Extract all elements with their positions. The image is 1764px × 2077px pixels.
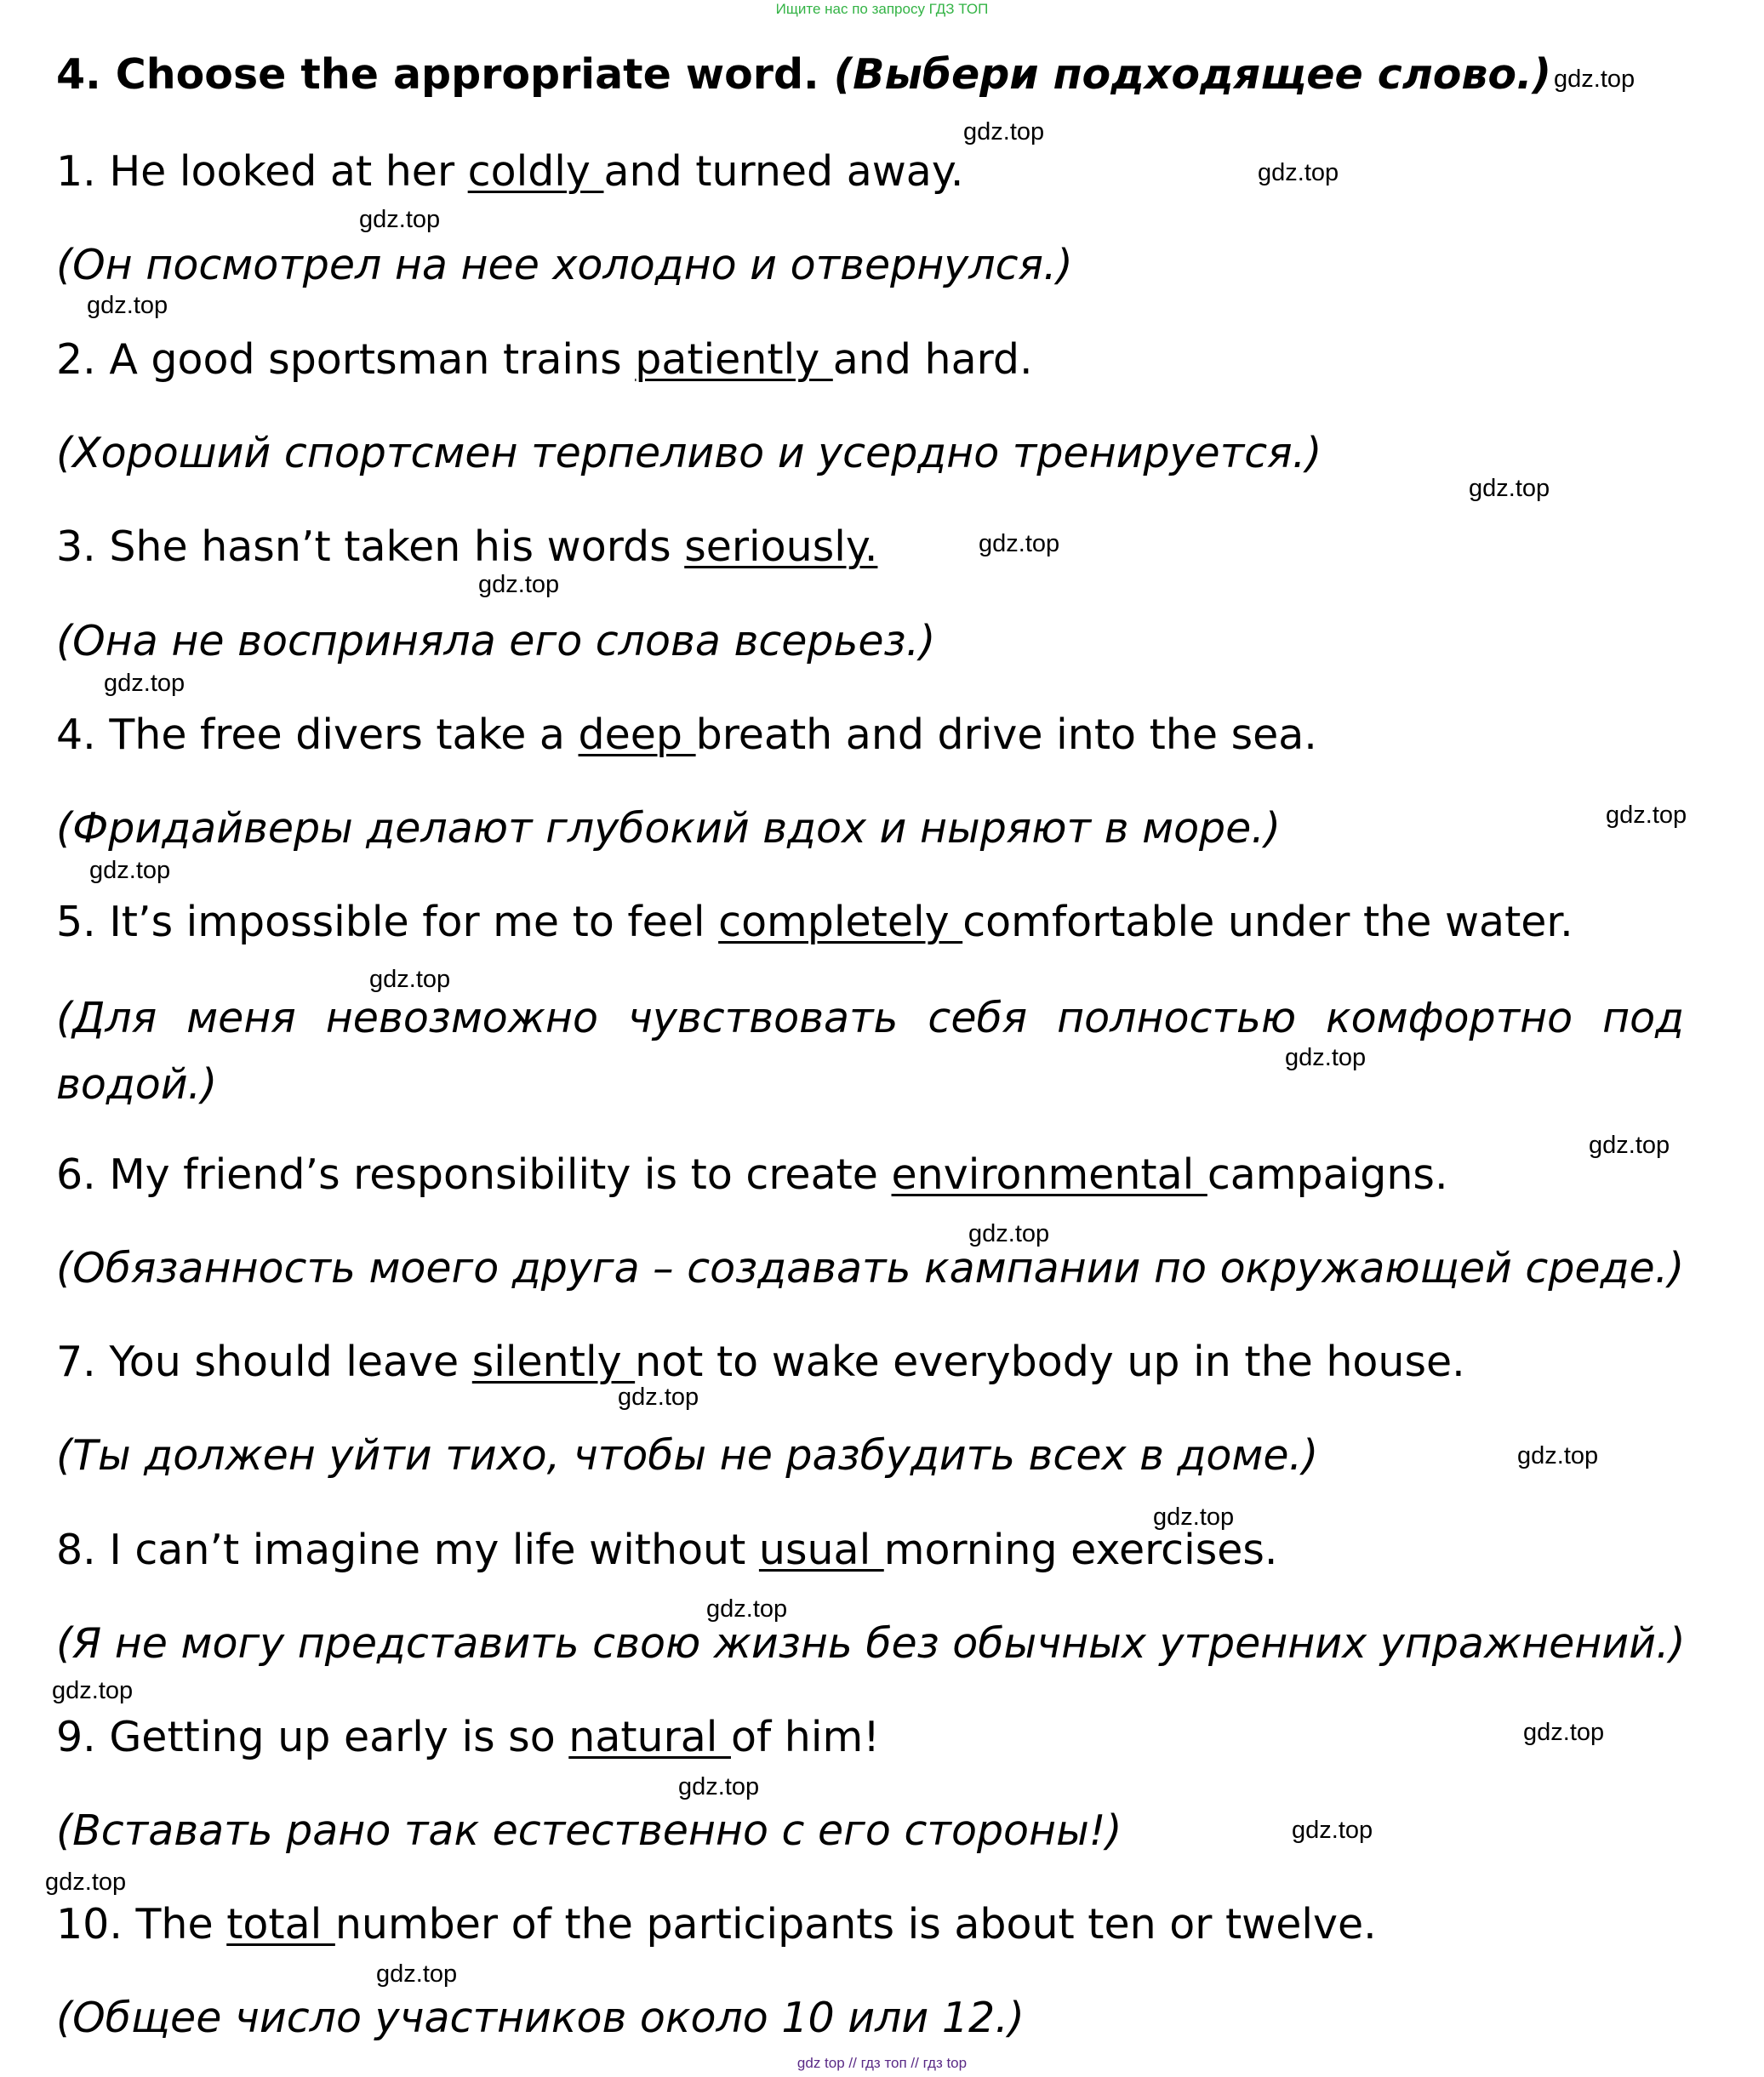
watermark: gdz.top bbox=[87, 292, 168, 319]
item-6-translation: (Обязанность моего друга – создавать кампании по окружающей среде.) bbox=[56, 1244, 1685, 1292]
watermark: gdz.top bbox=[478, 571, 560, 598]
watermark: gdz.top bbox=[1285, 1044, 1367, 1071]
watermark: gdz.top bbox=[1589, 1132, 1670, 1159]
item-1-sentence: 1. He looked at her coldly and turned away. bbox=[56, 147, 964, 196]
watermark: gdz.top bbox=[369, 966, 451, 993]
watermark: gdz.top bbox=[963, 118, 1045, 146]
item-6-answer: environmental bbox=[891, 1150, 1207, 1199]
item-4-sentence: 4. The free divers take a deep breath and drive into the sea. bbox=[56, 710, 1317, 759]
item-7-sentence: 7. You should leave silently not to wake everybody up in the house. bbox=[56, 1338, 1465, 1386]
item-5-sentence: 5. It’s impossible for me to feel completely comfortable under the water. bbox=[56, 898, 1573, 946]
item-6-sentence: 6. My friend’s responsibility is to create environmental campaigns. bbox=[56, 1150, 1448, 1199]
item-9-answer: natural bbox=[568, 1713, 731, 1761]
item-9-translation: (Вставать рано так естественно с его стороны!) bbox=[56, 1806, 1122, 1855]
top-banner: Ищите нас по запросу ГДЗ ТОП bbox=[775, 1, 989, 17]
bottom-banner: gdz top // гдз топ // гдз top bbox=[796, 2055, 968, 2071]
watermark: gdz.top bbox=[1517, 1442, 1599, 1469]
item-8-sentence: 8. I can’t imagine my life without usual morning exercises. bbox=[56, 1526, 1278, 1574]
item-10-sentence: 10. The total number of the participants is about ten or twelve. bbox=[56, 1900, 1377, 1949]
item-10-translation: (Общее число участников около 10 или 12.) bbox=[56, 1994, 1025, 2042]
item-4-answer: deep bbox=[578, 710, 696, 759]
item-2-sentence: 2. A good sportsman trains patiently and hard. bbox=[56, 335, 1033, 384]
watermark: gdz.top bbox=[706, 1595, 788, 1623]
heading-ru: (Выбери подходящее слово.) bbox=[833, 50, 1552, 99]
watermark: gdz.top bbox=[1292, 1817, 1373, 1844]
item-8-answer: usual bbox=[758, 1526, 884, 1574]
watermark: gdz.top bbox=[376, 1960, 458, 1988]
item-2-translation: (Хороший спортсмен терпеливо и усердно тренируется.) bbox=[56, 429, 1322, 477]
heading-en: 4. Choose the appropriate word. bbox=[56, 50, 819, 99]
exercise-heading bbox=[56, 44, 1551, 106]
watermark: gdz.top bbox=[618, 1384, 699, 1411]
item-8-translation: (Я не могу представить свою жизнь без обычных утренних упражнений.) bbox=[56, 1619, 1686, 1668]
item-3-sentence: 3. She hasn’t taken his words seriously. bbox=[56, 522, 878, 571]
item-5-translation: (Для меня невозможно чувствовать себя полностью комфортно под водой.) bbox=[56, 994, 1684, 1109]
watermark: gdz.top bbox=[1469, 475, 1550, 502]
watermark: gdz.top bbox=[104, 670, 186, 697]
watermark: gdz.top bbox=[45, 1869, 127, 1896]
watermark: gdz.top bbox=[89, 857, 171, 884]
watermark: gdz.top bbox=[1606, 802, 1687, 829]
watermark: gdz.top bbox=[52, 1677, 134, 1704]
item-10-answer: total bbox=[226, 1900, 335, 1949]
watermark: gdz.top bbox=[968, 1220, 1050, 1247]
watermark: gdz.top bbox=[678, 1773, 760, 1800]
item-1-translation: (Он посмотрел на нее холодно и отвернулся.) bbox=[56, 241, 1073, 289]
item-3-answer: seriously. bbox=[684, 522, 878, 571]
item-4-translation: (Фридайверы делают глубокий вдох и ныряют в море.) bbox=[56, 804, 1281, 853]
item-9-sentence: 9. Getting up early is so natural of him! bbox=[56, 1713, 880, 1761]
watermark: gdz.top bbox=[1554, 66, 1636, 93]
watermark: gdz.top bbox=[1523, 1719, 1605, 1746]
item-2-answer: patiently bbox=[635, 335, 833, 384]
watermark: gdz.top bbox=[1153, 1504, 1235, 1531]
watermark: gdz.top bbox=[979, 530, 1060, 557]
item-7-answer: silently bbox=[471, 1338, 636, 1386]
item-5-answer: completely bbox=[718, 898, 963, 946]
item-1-answer: coldly bbox=[467, 147, 604, 196]
watermark: gdz.top bbox=[1258, 159, 1339, 186]
watermark: gdz.top bbox=[359, 206, 441, 233]
item-3-translation: (Она не восприняла его слова всерьез.) bbox=[56, 617, 936, 665]
item-7-translation: (Ты должен уйти тихо, чтобы не разбудить всех в доме.) bbox=[56, 1431, 1319, 1480]
